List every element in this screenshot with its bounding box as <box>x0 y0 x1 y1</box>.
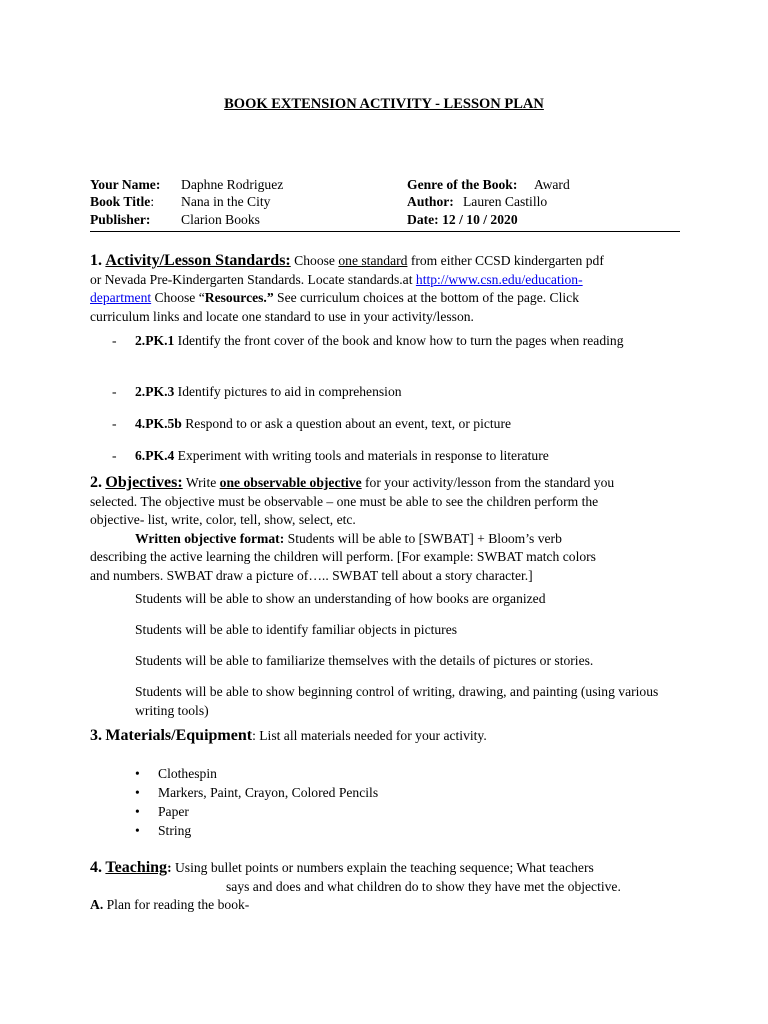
objective-item: Students will be able to identify familiar objects in pictures <box>135 622 458 637</box>
section-2-number: 2. <box>90 474 102 491</box>
section-2-line-2: selected. The objective must be observable – one must be able to see the children perform the <box>90 493 599 509</box>
section-1-text-end: from either CCSD kindergarten pdf <box>407 253 604 268</box>
publisher-value: Clarion Books <box>181 212 260 227</box>
author-value: Lauren Castillo <box>463 194 548 209</box>
section-2-line-6: and numbers. SWBAT draw a picture of….. SWBAT tell about a story character.] <box>90 567 533 583</box>
objective-item: Students will be able to show an understanding of how books are organized <box>135 591 546 606</box>
author-label: Author: <box>407 194 454 209</box>
standard-text: 2.PK.3 Identify pictures to aid in comprehension <box>135 384 402 399</box>
section-3-title: Materials/Equipment <box>105 727 253 744</box>
section-2-format-line <box>90 530 680 549</box>
material-text: Clothespin <box>158 766 217 781</box>
dash-bullet: - <box>112 333 117 348</box>
section-1-title: Activity/Lesson Standards: <box>105 252 291 269</box>
section-2-title: Objectives: <box>105 474 183 491</box>
genre-value: Award <box>534 177 570 192</box>
dash-bullet: - <box>112 416 117 431</box>
publisher-label: Publisher: <box>90 212 151 227</box>
section-1-text: Choose <box>294 253 339 268</box>
format-label: Written objective format: <box>135 530 285 546</box>
bullet-icon: • <box>135 785 140 800</box>
section-3 <box>90 727 680 746</box>
section-4 <box>90 859 680 915</box>
name-value: Daphne Rodriguez <box>181 177 284 192</box>
dash-bullet: - <box>112 384 117 399</box>
section-1-line-2 <box>90 271 680 290</box>
standards-link[interactable]: http://www.csn.edu/education- <box>415 271 583 287</box>
section-4-colon: : <box>167 860 172 875</box>
section-4-number: 4. <box>90 859 102 876</box>
objective-item: Students will be able to show beginning control of writing, drawing, and painting (using various writing tools) <box>135 684 659 718</box>
section-2-text: Write <box>182 475 220 490</box>
section-2-emphasis: one observable objective <box>219 475 362 490</box>
name-label: Your Name: <box>90 177 161 192</box>
standard-text: 2.PK.1 Identify the front cover of the book and know how to turn the pages when reading <box>135 333 624 348</box>
info-block <box>90 176 680 230</box>
bullet-icon: • <box>135 823 140 838</box>
objective-item: Students will be able to familiarize themselves with the details of pictures or stories. <box>135 653 594 668</box>
genre-label: Genre of the Book: <box>407 177 518 192</box>
material-text: String <box>158 823 192 838</box>
format-text: Students will be able to [SWBAT] + Bloom’s verb <box>284 530 562 546</box>
standards-link-continued[interactable]: department <box>90 290 152 305</box>
section-2-line-3: objective- list, write, color, tell, show, select, etc. <box>90 512 356 527</box>
resources-label: Resources.” <box>204 290 274 305</box>
section-3-number: 3. <box>90 727 102 744</box>
section-4-heading-line <box>90 859 680 878</box>
book-title-label: Book Title: <box>90 194 155 209</box>
section-2 <box>90 474 680 585</box>
bullet-icon: • <box>135 766 140 781</box>
material-text: Paper <box>158 804 189 819</box>
section-4-line-2: says and does and what children do to show they have met the objective. <box>226 878 621 894</box>
part-a-text: Plan for reading the book- <box>103 897 250 912</box>
date-label: Date: 12 / 10 / 2020 <box>407 212 518 227</box>
section-4-part-a <box>90 896 680 915</box>
standard-text: 6.PK.4 Experiment with writing tools and materials in response to literature <box>135 448 549 463</box>
section-4-title: Teaching <box>105 859 168 876</box>
header-divider <box>90 231 680 232</box>
document-title: BOOK EXTENSION ACTIVITY - LESSON PLAN <box>224 96 544 112</box>
section-2-line-5: describing the active learning the children will perform. [For example: SWBAT match colors <box>90 549 596 564</box>
standard-text: 4.PK.5b Respond to or ask a question about an event, text, or picture <box>135 416 512 431</box>
section-1-line-3-text: Choose “ <box>151 290 205 305</box>
section-1-line-3 <box>90 289 680 308</box>
section-2-text-end: for your activity/lesson from the standard you <box>361 475 615 490</box>
section-1-line-3-end: See curriculum choices at the bottom of the page. Click <box>273 290 580 305</box>
bullet-icon: • <box>135 804 140 819</box>
material-text: Markers, Paint, Crayon, Colored Pencils <box>158 785 379 800</box>
dash-bullet: - <box>112 448 117 463</box>
section-1-line-4: curriculum links and locate one standard to use in your activity/lesson. <box>90 308 474 324</box>
section-1-emphasis: one standard <box>338 253 408 268</box>
part-a-label: A. <box>90 897 104 912</box>
section-3-colon: : <box>252 728 256 743</box>
section-1-heading-line <box>90 252 680 271</box>
book-title-value: Nana in the City <box>181 194 271 209</box>
section-3-text: List all materials needed for your activity. <box>255 728 487 743</box>
section-1 <box>90 252 680 326</box>
section-2-heading-line <box>90 474 680 493</box>
section-1-line-2-text: or Nevada Pre-Kindergarten Standards. Locate standards.at <box>90 271 416 287</box>
section-1-number: 1. <box>90 252 102 269</box>
section-4-text: Using bullet points or numbers explain the teaching sequence; What teachers <box>171 860 594 875</box>
